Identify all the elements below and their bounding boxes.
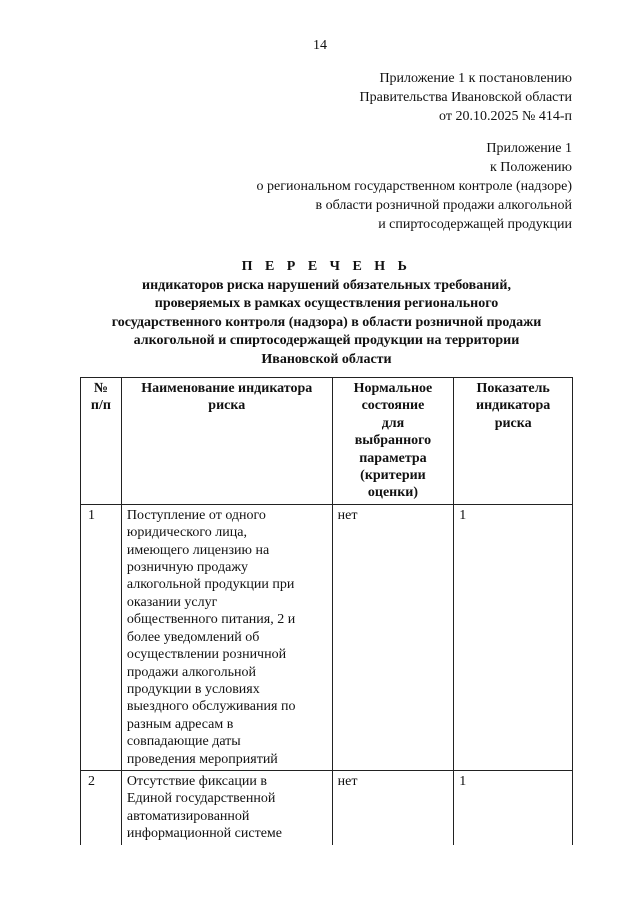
title-line: проверяемых в рамках осуществления регионального [154,296,499,311]
title-line: индикаторов риска нарушений обязательных требований, [142,277,511,293]
appendix-top-line: Правительства Ивановской области [359,90,572,105]
appendix-second-line: Приложение 1 [486,141,572,156]
appendix-top-line: Приложение 1 к постановлению [379,71,572,86]
row-num: 2 [81,770,122,844]
appendix-top-line: от 20.10.2025 № 414-п [439,109,572,124]
table-header-row [81,378,573,505]
row-name: Поступление от одного юридического лица, имеющего лицензию на розничную продажу алкогольной продукции при оказании услуг общественного питания, 2 и более уведомлений об осуществлении розничной продажи алкогольной продукции в условиях выездного обслуживания по разным адресам в совпадающие даты проведения мероприятий [121,504,332,770]
appendix-top-block [360,69,572,126]
row-indicator: 1 [454,504,573,770]
row-normal-state: нет [332,770,454,844]
table-row [81,504,573,770]
page-number: 14 [313,38,327,53]
header-normal-state: Нормальное состояние для выбранного параметра (критерии оценки) [332,378,454,505]
appendix-second-line: о региональном государственном контроле (надзоре) [256,179,572,194]
appendix-second-line: к Положению [489,160,572,175]
header-num: № п/п [81,378,122,505]
document-title [80,258,573,369]
row-num: 1 [81,504,122,770]
title-line: Ивановской области [261,351,392,367]
title-line: государственного контроля (надзора) в области розничной продажи [111,314,542,330]
row-name: Отсутствие фиксации в Единой государственной автоматизированной информационной системе [121,770,332,844]
appendix-second-line: в области розничной продажи алкогольной [315,198,572,213]
header-name: Наименование индикатора риска [121,378,332,505]
appendix-second-line: и спиртосодержащей продукции [378,217,572,232]
row-indicator: 1 [454,770,573,844]
row-normal-state: нет [332,504,454,770]
table-row [81,770,573,844]
risk-indicators-table [80,377,573,845]
appendix-second-block [257,139,573,234]
title-line: алкогольной и спиртосодержащей продукции на территории [133,333,520,348]
title-word: П Е Р Е Ч Е Н Ь [241,259,412,274]
header-indicator: Показатель индикатора риска [454,378,573,505]
